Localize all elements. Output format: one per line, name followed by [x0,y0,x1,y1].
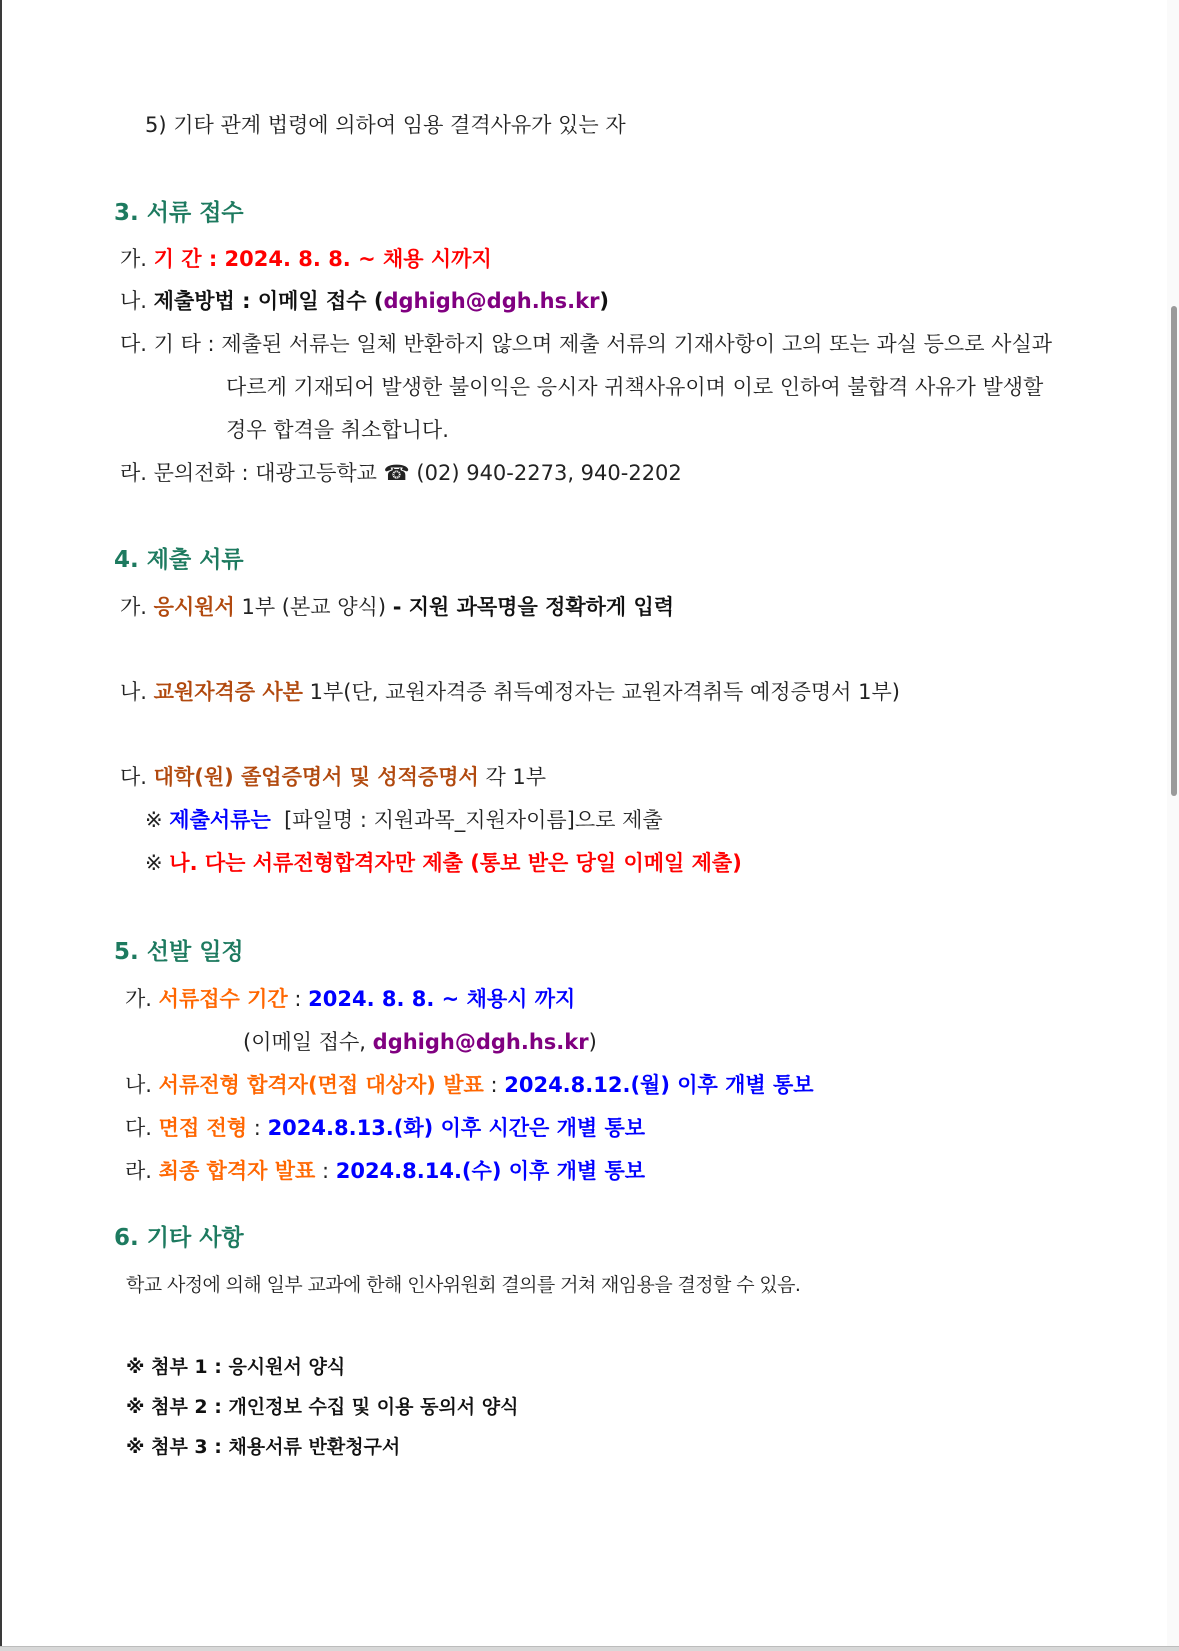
email-link[interactable]: dghigh@dgh.hs.kr [372,1030,589,1054]
note-mark: ※ [145,808,163,832]
graduation-certificates: 대학(원) 졸업증명서 및 성적증명서 [153,765,479,789]
teacher-license-note: 1부(단, 교원자격증 취득예정자는 교원자격취득 예정증명서 1부) [302,680,900,704]
sec4-item-c [120,762,546,792]
colon: : [247,1116,268,1140]
attachment-3: ※ 첨부 3 : 채용서류 반환청구서 [126,1436,401,1458]
section-3-heading: 3. 서류 접수 [114,200,244,226]
item-prefix: 다. [120,765,147,789]
attachment-1: ※ 첨부 1 : 응시원서 양식 [126,1356,346,1378]
note-mark: ※ [145,851,163,875]
sec5-item-d [125,1156,645,1186]
teacher-license-copy: 교원자격증 사본 [153,680,303,704]
sec3-item-b [120,286,609,316]
colon: : [483,1073,505,1097]
period-text: 기 간 : 2024. 8. 8. ~ 채용 시까지 [153,247,492,271]
sec5-item-b [125,1070,814,1100]
other-matters-text: 학교 사정에 의해 일부 교과에 한해 인사위원회 결의를 거쳐 재임용을 결정할 수 있음. [126,1274,801,1296]
item-prefix: 다. 기 타 : [120,332,215,356]
submit-method-label: 제출방법 : 이메일 접수 ( [153,289,384,313]
file-name-note [145,805,663,835]
final-announce-value: 2024.8.14.(수) 이후 개별 통보 [335,1159,646,1183]
colon: : [287,987,309,1011]
page-border-left [0,0,2,1651]
item-prefix: 다. [125,1116,152,1140]
doc-pass-announce-value: 2024.8.12.(월) 이후 개별 통보 [504,1073,814,1097]
interview-label: 면접 전형 [158,1116,248,1140]
note-label: 제출서류는 [169,808,271,832]
sec3-item-c-line1 [120,329,1052,359]
section-6-heading: 6. 기타 사항 [114,1225,244,1251]
section-4-heading: 4. 제출 서류 [114,547,244,573]
sec4-item-a [120,592,674,622]
email-link[interactable]: dghigh@dgh.hs.kr [383,289,600,313]
section-5-heading: 5. 선발 일정 [114,939,244,965]
contact-phone: 라. 문의전화 : 대광고등학교 ☎ (02) 940-2273, 940-2202 [120,461,682,485]
application-note: - 지원 과목명을 정확하게 입력 [392,595,675,619]
intro-item: 5) 기타 관계 법령에 의하여 임용 결격사유가 있는 자 [145,113,626,137]
certificates-count: 각 1부 [478,765,547,789]
sec5-item-c [125,1113,645,1143]
final-announce-label: 최종 합격자 발표 [158,1159,316,1183]
item-prefix: 가. [120,247,147,271]
document-period-label: 서류접수 기간 [158,987,288,1011]
pass-only-text: 나. 다는 서류전형합격자만 제출 (통보 받은 당일 이메일 제출) [169,851,742,875]
doc-pass-announce-label: 서류전형 합격자(면접 대상자) 발표 [158,1073,484,1097]
attachment-2: ※ 첨부 2 : 개인정보 수집 및 이용 동의서 양식 [126,1396,519,1418]
item-prefix: 나. [120,680,147,704]
email-receipt-open: (이메일 접수, [243,1030,373,1054]
file-name-format: [파일명 : 지원과목_지원자이름]으로 제출 [284,808,663,832]
sec4-item-b [120,677,900,707]
scrollbar-thumb[interactable] [1171,306,1177,796]
other-text-line3: 경우 합격을 취소합니다. [226,418,449,442]
item-prefix: 나. [120,289,147,313]
application-form-count: 1부 (본교 양식) [234,595,393,619]
item-prefix: 가. [125,987,152,1011]
document-period-value: 2024. 8. 8. ~ 채용시 까지 [308,987,576,1011]
page-border-bottom [0,1646,1179,1651]
other-text-line1: 제출된 서류는 일체 반환하지 않으며 제출 서류의 기재사항이 고의 또는 과실 등으로 사실과 [221,332,1053,356]
application-form: 응시원서 [153,595,235,619]
sec5-item-a-sub [243,1027,597,1057]
item-prefix: 가. [120,595,147,619]
sec5-item-a [125,984,575,1014]
interview-value: 2024.8.13.(화) 이후 시간은 개별 통보 [267,1116,646,1140]
colon: : [315,1159,336,1183]
sec3-item-a [120,244,492,274]
scrollbar-track[interactable] [1167,0,1179,1646]
other-text-line2: 다르게 기재되어 발생한 불이익은 응시자 귀책사유이며 이로 인하여 불합격 사유가 발생할 [226,375,1044,399]
paren-close: ) [588,1030,597,1054]
item-prefix: 나. [125,1073,152,1097]
pass-only-note [145,848,742,878]
paren-close: ) [599,289,610,313]
item-prefix: 라. [125,1159,152,1183]
